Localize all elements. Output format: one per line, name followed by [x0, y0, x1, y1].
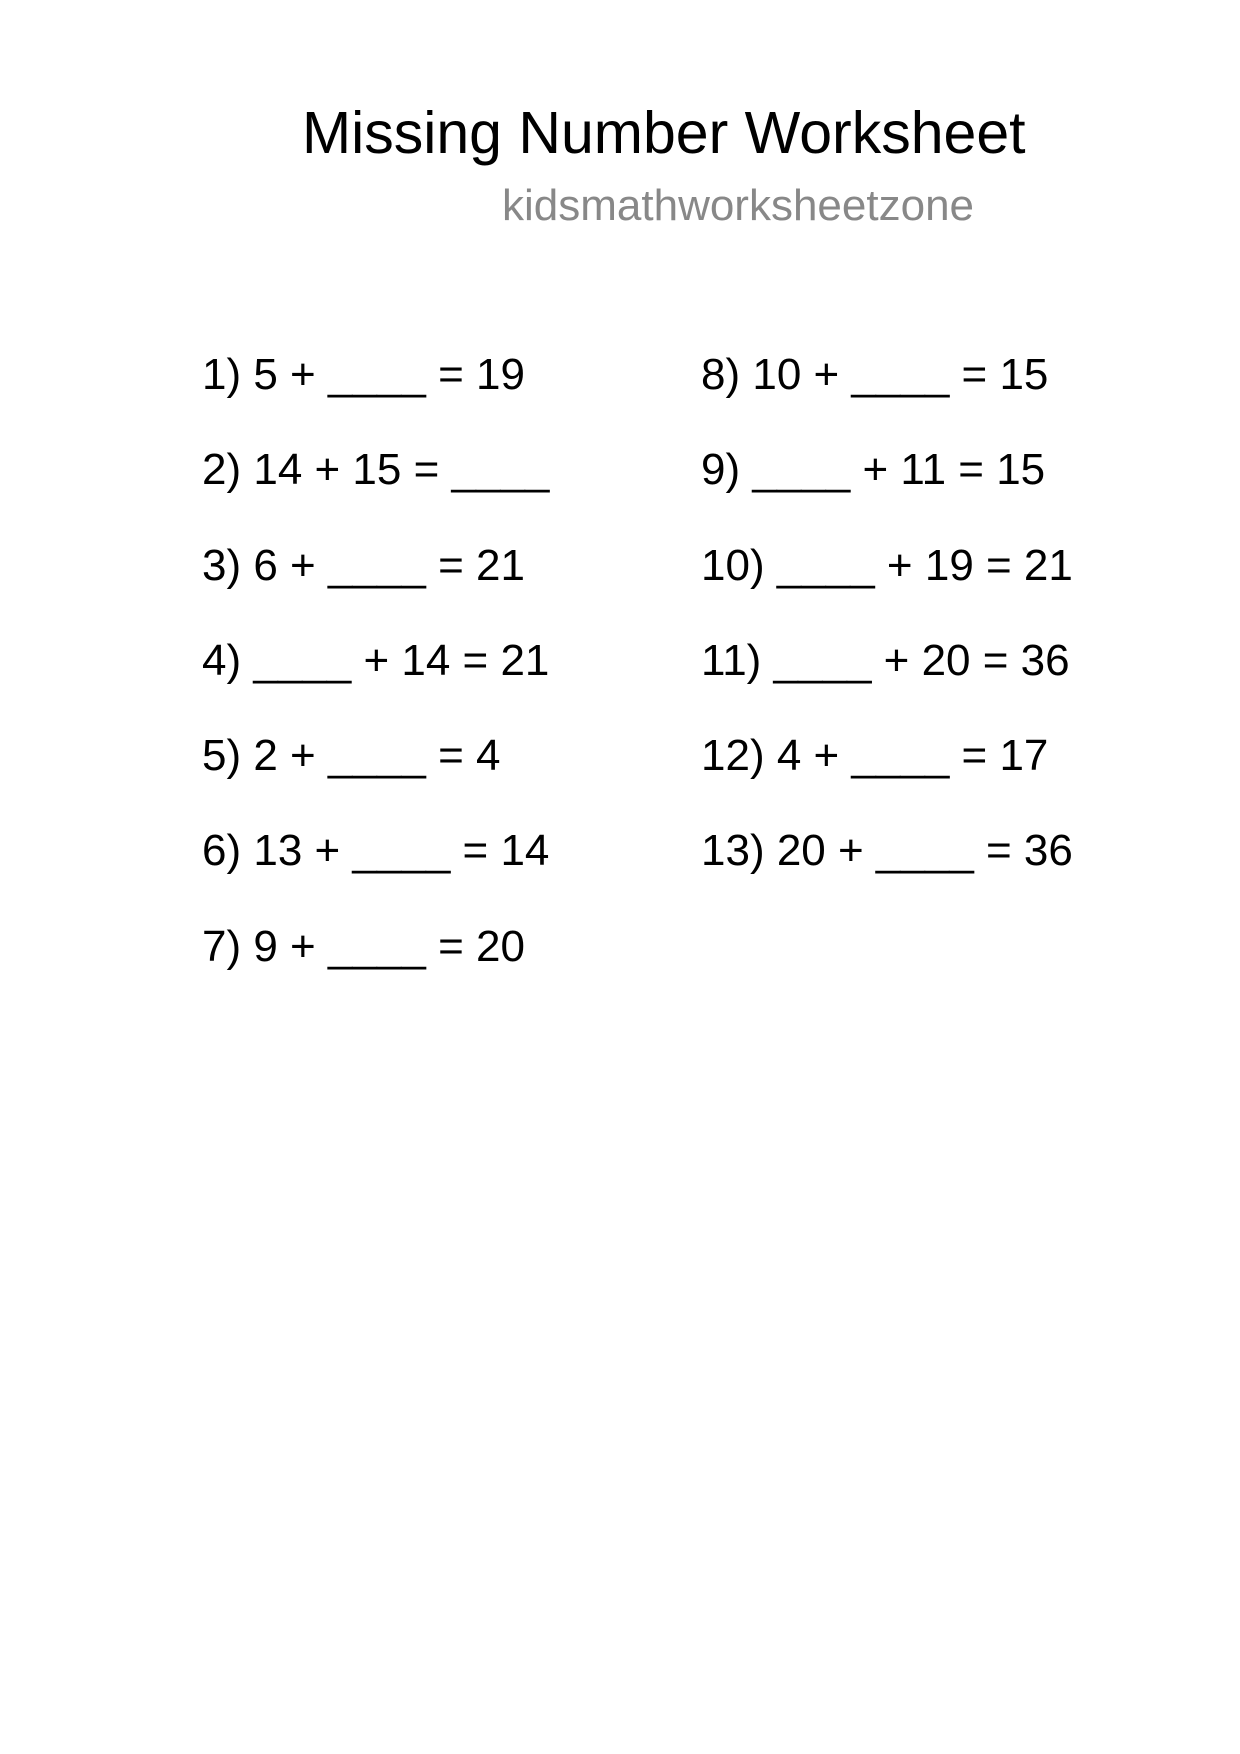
problems-right-column — [701, 350, 1073, 922]
problem-13: 13) 20 + ____ = 36 — [701, 826, 1073, 876]
problem-2: 2) 14 + 15 = ____ — [202, 445, 550, 495]
problem-4: 4) ____ + 14 = 21 — [202, 635, 550, 685]
problem-1: 1) 5 + ____ = 19 — [202, 350, 525, 399]
problem-5: 5) 2 + ____ = 4 — [202, 731, 501, 781]
problem-3: 3) 6 + ____ = 21 — [202, 540, 525, 590]
problem-12: 12) 4 + ____ = 17 — [701, 731, 1049, 781]
worksheet-subtitle: kidsmathworksheetzone — [502, 181, 975, 230]
problems-left-column — [202, 350, 549, 1017]
problem-6: 6) 13 + ____ = 14 — [202, 826, 550, 876]
worksheet-title: Missing Number Worksheet — [302, 100, 1026, 166]
problem-11: 11) ____ + 20 = 36 — [701, 635, 1070, 685]
problem-10: 10) ____ + 19 = 21 — [701, 540, 1073, 590]
problem-9: 9) ____ + 11 = 15 — [701, 445, 1046, 495]
problem-8: 8) 10 + ____ = 15 — [701, 350, 1049, 399]
problem-7: 7) 9 + ____ = 20 — [202, 921, 525, 971]
